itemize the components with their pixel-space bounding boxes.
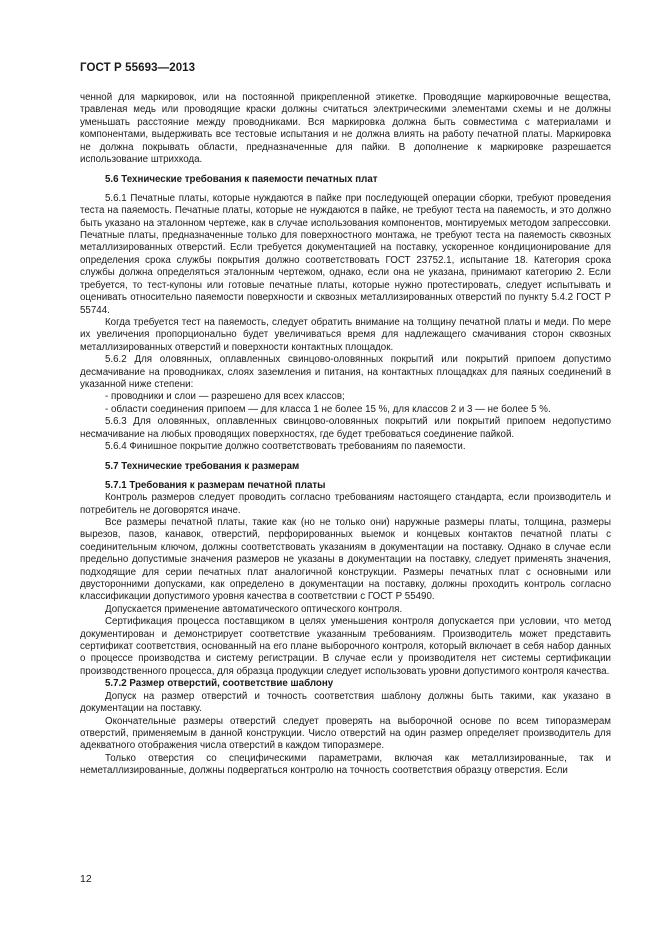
paragraph: Все размеры печатной платы, такие как (но не только они) наружные размеры платы, толщина, размеры вырезов, пазов, канавок, отверстий, перфорированных выемок и концевых контактов печатной платы с соединительным ключом, должны соответствовать указаниям в документации на поставку. Однако в случае если предельно допустимые значения размеров не указаны в документации на поставку, следует применять значения, подходящие для серии печатных плат аналогичной конструкции. Размеры печатных плат с основными или двусторонними допусками, как определено в документации на поставку, должны проходить контроль согласно классификации допустимого уровня качества в соответствии с ГОСТ Р 55490.	[80, 517, 611, 603]
paragraph: - проводники и слои — разрешено для всех классов;	[105, 391, 345, 403]
paragraph: 5.6.2 Для оловянных, оплавленных свинцово-оловянных покрытий или покрытий припоем допустимо десмачивание на проводниках, слоях заземления и питания, на контактных площадках для паяных соединений в указанной ниже степени:	[80, 354, 611, 390]
paragraph: Контроль размеров следует проводить согласно требованиям настоящего стандарта, если производитель и потребитель не договорятся иначе.	[80, 492, 611, 516]
section-heading: 5.7.1 Требования к размерам печатной платы	[105, 479, 326, 491]
section-heading: 5.7.2 Размер отверстий, соответствие шаблону	[105, 678, 334, 690]
section-heading: 5.6 Технические требования к паяемости печатных плат	[105, 174, 378, 186]
paragraph: Сертификация процесса поставщиком в целях уменьшения контроля допускается при условии, что метод документирован и демонстрирует соответствие указанным требованиям. Производитель может представить сертификат соответствия, основанный на его плане выборочного контроля, который включает в себя набор данных о процессе производства и систему регистрации. В случае если у производителя нет системы сертификации производственного процесса, для образца продукции следует использовать уровни допустимого контроля качества.	[80, 616, 611, 677]
paragraph: 5.6.3 Для оловянных, оплавленных свинцово-оловянных покрытий или покрытий припоем недопустимо несмачивание на любых проводящих поверхностях, где будет требоваться соединение пайкой.	[80, 416, 611, 440]
paragraph: Окончательные размеры отверстий следует проверять на выборочной основе по всем типоразмерам отверстий, применяемым в данной конструкции. Число отверстий на один размер определяет производитель для адекватного отображения числа отверстий в каждом типоразмере.	[80, 715, 611, 752]
document-body	[80, 92, 611, 778]
paragraph: Допускается применение автоматического оптического контроля.	[105, 603, 403, 615]
paragraph: ченной для маркировок, или на постоянной прикрепленной этикетке. Проводящие маркировочные вещества, травленая медь или проводящие краски должны считаться электрическими элементами схемы и не должны уменьшать расстояние между проводниками. Вся маркировка должна быть совместима с материалами и компонентами, выдерживать все тестовые испытания и не должна влиять на работу печатной платы. Маркировка не должна покрывать области, предназначенные для пайки. В дополнение к маркировке разрешается использование штрихкода.	[80, 92, 611, 166]
paragraph: 5.6.4 Финишное покрытие должно соответствовать требованиям по паяемости.	[105, 440, 466, 452]
page-number: 12	[80, 873, 92, 885]
paragraph: Допуск на размер отверстий и точность соответствия шаблону должны быть такими, как указано в документации на поставку.	[80, 690, 611, 715]
section-heading: 5.7 Технические требования к размерам	[105, 461, 300, 473]
paragraph: - области соединения припоем — для класса 1 не более 15 %, для классов 2 и 3 — не более 5 %.	[105, 403, 551, 415]
standard-header: ГОСТ Р 55693—2013	[80, 62, 196, 74]
paragraph: 5.6.1 Печатные платы, которые нуждаются в пайке при последующей операции сборки, требуют проведения теста на паяемость. Печатные платы, которые не нуждаются в пайке, не требуют теста на паяемость, и это должно быть указано на эталонном чертеже, как в случае использования компонентов, монтируемых методом запрессовки. Печатные платы, предназначенные только для поверхностного монтажа, не требуют теста на паяемость сквозных металлизированных отверстий. Если требуется документацией на поставку, ускоренное кондиционирование для определения срока службы покрытия должно соответствовать ГОСТ 23752.1, испытание 18. Категория срока службы должна определяться эталонным чертежом, однако, если она не указана, принимают категорию 2. Если требуется, то тест-купоны или готовые печатные платы, которые нужно протестировать, следует испытывать и оценивать относительно паяемости поверхности и сквозных металлизированных отверстий по пункту 5.4.2 ГОСТ Р 55744.	[80, 192, 611, 316]
paragraph: Только отверстия со специфическими параметрами, включая как металлизированные, так и неметаллизированные, должны подвергаться контролю на точность соответствия образцу отверстия. Если	[80, 752, 611, 777]
paragraph: Когда требуется тест на паяемость, следует обратить внимание на толщину печатной платы и меди. По мере их увеличения пропорционально будет увеличиваться время для надлежащего смачивания сторон сквозных металлизированных отверстий и поверхности контактных площадок.	[80, 316, 611, 353]
